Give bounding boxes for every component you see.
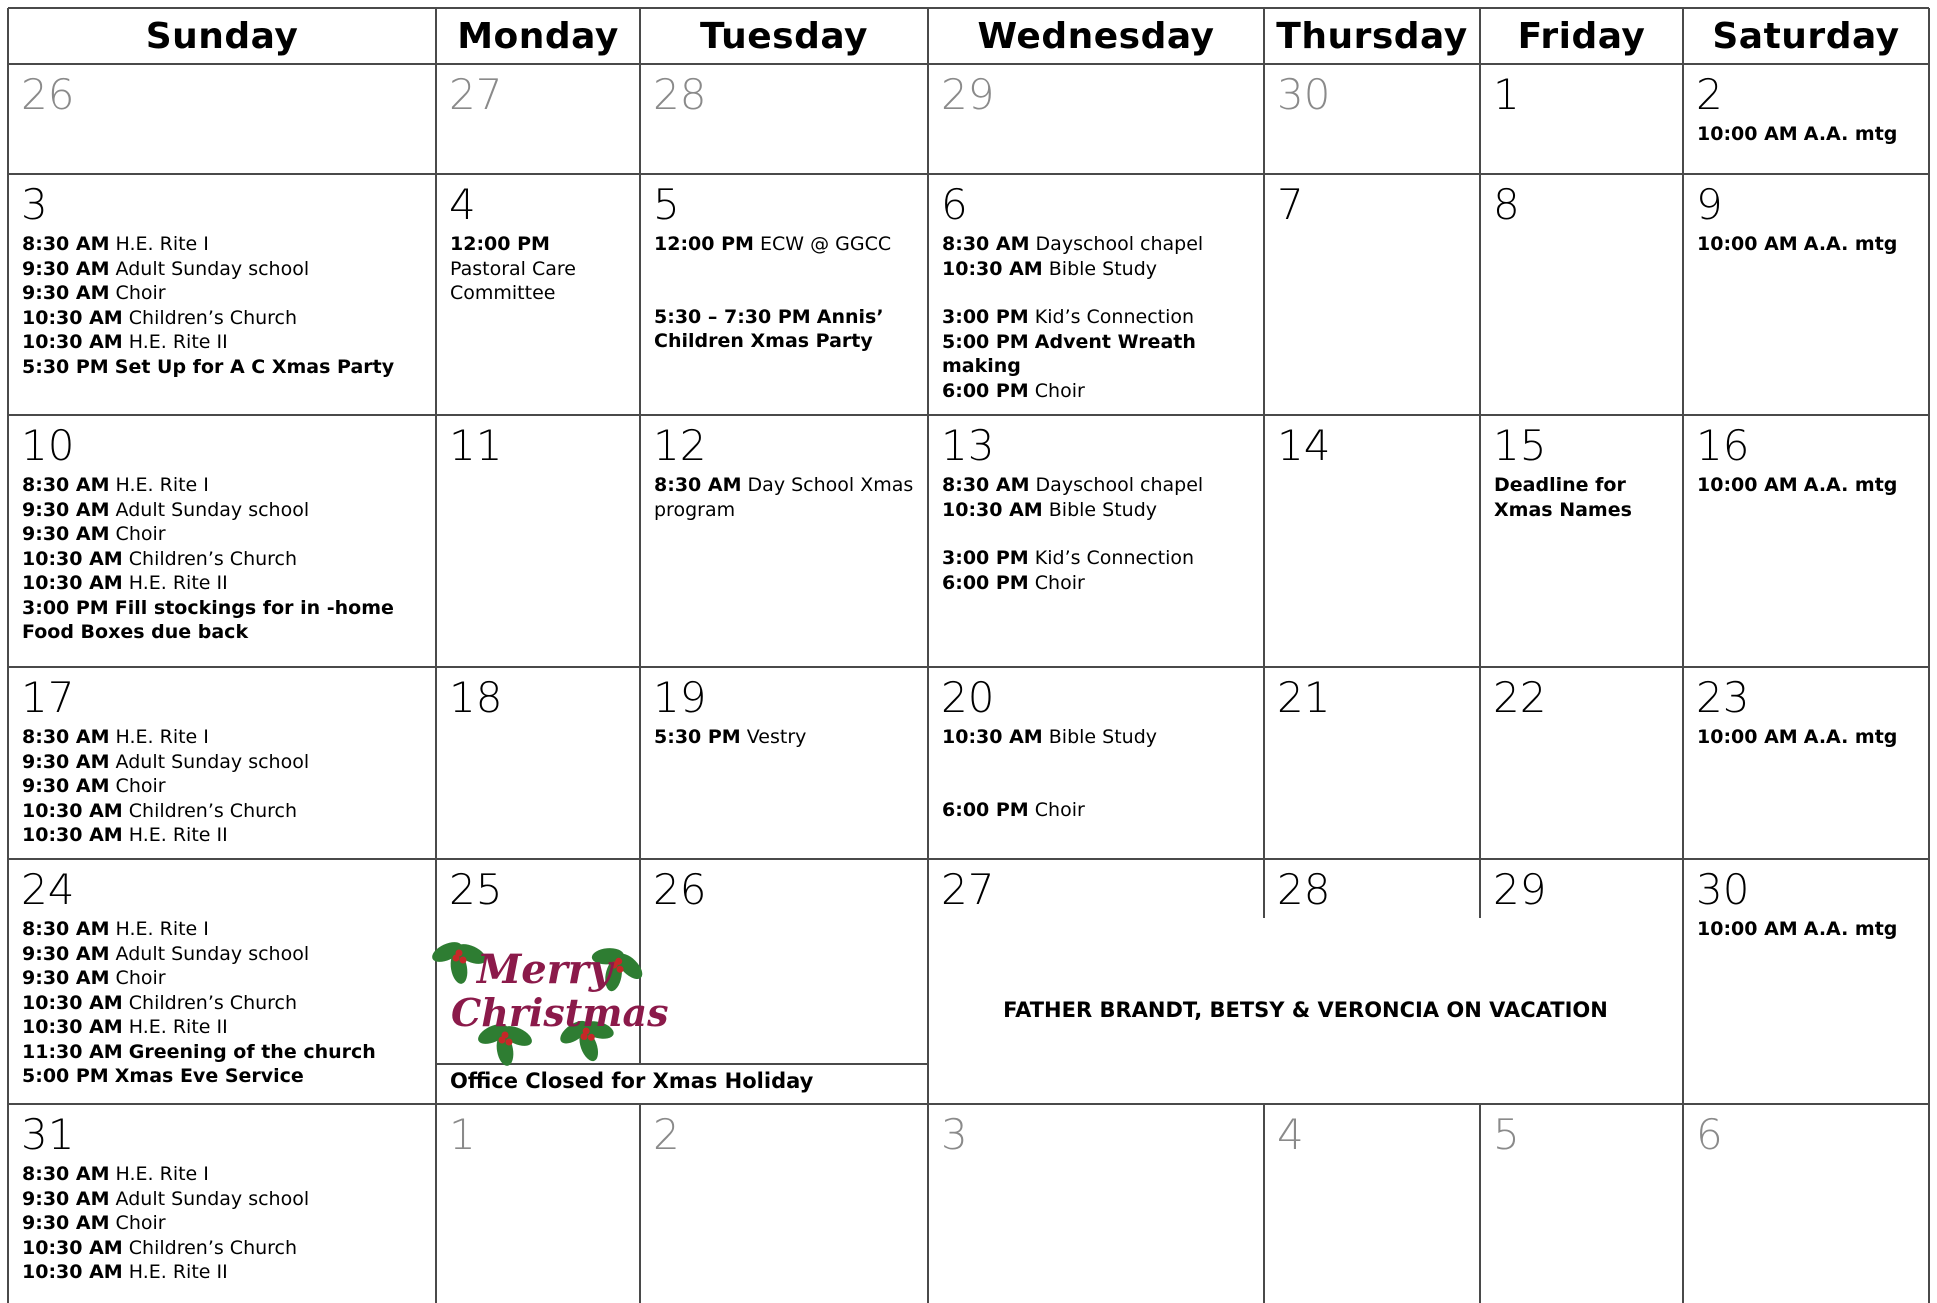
event-time: 9:30 AM xyxy=(22,282,110,304)
day-number: 17 xyxy=(21,673,75,722)
grid-line xyxy=(1479,1104,1481,1303)
event-text: H.E. Rite I xyxy=(115,1163,209,1185)
day-events xyxy=(942,725,1258,822)
day-events xyxy=(1697,917,1923,942)
event-time: 3:00 PM xyxy=(22,596,109,619)
day-number: 28 xyxy=(1277,865,1331,914)
event-text: Dayschool chapel xyxy=(1035,233,1204,255)
event-item xyxy=(22,1015,430,1040)
event-time: 9:30 AM xyxy=(22,967,110,989)
event-time: 10:30 AM xyxy=(22,1236,123,1259)
day-number: 25 xyxy=(449,865,503,914)
grid-line xyxy=(8,858,1929,860)
event-text: Bible Study xyxy=(1048,498,1158,521)
event-item xyxy=(942,330,1258,379)
event-time: 10:00 AM xyxy=(1697,918,1798,940)
event-time: 3:00 PM xyxy=(942,306,1029,328)
grid-line xyxy=(1479,8,1481,918)
event-item xyxy=(942,305,1258,330)
merry-text: Merry xyxy=(477,946,613,993)
day-events xyxy=(22,725,430,848)
event-item xyxy=(22,330,430,355)
event-text: Bible Study xyxy=(1048,726,1158,748)
day-number: 6 xyxy=(1696,1110,1723,1159)
event-time: 9:30 AM xyxy=(22,257,110,280)
event-item xyxy=(654,232,922,257)
event-text: H.E. Rite II xyxy=(128,331,228,353)
event-text: Day School Xmas program xyxy=(654,474,914,521)
event-spacer xyxy=(942,281,1258,305)
event-time: 5:30 PM xyxy=(654,726,741,748)
weekday-header-monday: Monday xyxy=(457,15,619,57)
event-text: Kid’s Connection xyxy=(1034,306,1195,328)
day-number: 18 xyxy=(449,673,503,722)
event-item xyxy=(942,546,1258,571)
event-text: Pastoral Care Committee xyxy=(450,257,576,304)
grid-line xyxy=(1263,1104,1265,1303)
day-number: 29 xyxy=(1493,865,1547,914)
event-text: Children’s Church xyxy=(128,547,298,570)
event-item xyxy=(1697,917,1923,942)
day-number: 13 xyxy=(941,421,995,470)
event-time: 8:30 AM xyxy=(22,1163,110,1185)
event-text: H.E. Rite II xyxy=(128,1261,228,1283)
grid-line xyxy=(927,8,929,1303)
day-number: 4 xyxy=(449,180,476,229)
event-text: Children’s Church xyxy=(128,306,298,329)
event-item xyxy=(22,774,430,799)
event-item xyxy=(22,571,430,596)
event-text: Choir xyxy=(115,1212,166,1234)
day-number: 1 xyxy=(449,1110,476,1159)
event-time: 8:30 AM xyxy=(22,918,110,940)
day-number: 30 xyxy=(1696,865,1750,914)
event-spacer xyxy=(942,750,1258,774)
event-time: 10:00 AM xyxy=(1697,233,1798,255)
day-number: 21 xyxy=(1277,673,1331,722)
event-item xyxy=(942,725,1258,750)
event-time: 9:30 AM xyxy=(22,523,110,545)
event-item xyxy=(22,1236,430,1261)
event-time: 9:30 AM xyxy=(22,1212,110,1234)
day-number: 27 xyxy=(449,70,503,119)
event-time: 10:00 AM xyxy=(1697,123,1798,145)
day-number: 19 xyxy=(653,673,707,722)
day-number: 5 xyxy=(653,180,680,229)
event-item xyxy=(1697,473,1923,498)
day-number: 10 xyxy=(21,421,75,470)
event-time: 10:30 AM xyxy=(22,1016,123,1038)
day-events xyxy=(942,232,1258,403)
event-item xyxy=(22,281,430,306)
event-text: Adult Sunday school xyxy=(115,498,310,521)
event-text: H.E. Rite I xyxy=(115,233,209,255)
day-events xyxy=(942,473,1258,595)
grid-line xyxy=(8,1103,1929,1105)
event-item xyxy=(22,1187,430,1212)
event-time: 12:00 PM xyxy=(450,233,550,255)
day-events xyxy=(22,917,430,1089)
event-time: 10:00 AM xyxy=(1697,726,1798,748)
day-number: 3 xyxy=(21,180,48,229)
day-events xyxy=(654,473,922,522)
event-text: Annis’ Children Xmas Party xyxy=(654,305,884,352)
day-number: 28 xyxy=(653,70,707,119)
grid-line xyxy=(8,666,1929,668)
event-item xyxy=(22,991,430,1016)
event-item xyxy=(22,823,430,848)
day-number: 12 xyxy=(653,421,707,470)
day-events xyxy=(1494,473,1677,522)
event-text: Children’s Church xyxy=(128,1236,298,1259)
grid-right-border xyxy=(1928,8,1930,1303)
event-item xyxy=(22,750,430,775)
event-text: Advent Wreath making xyxy=(942,330,1196,377)
event-item xyxy=(942,257,1258,282)
event-time: 3:00 PM xyxy=(942,547,1029,569)
event-item xyxy=(942,571,1258,596)
event-item xyxy=(22,596,430,645)
day-number: 9 xyxy=(1696,180,1723,229)
grid-left-border xyxy=(7,8,9,1303)
day-number: 22 xyxy=(1493,673,1547,722)
event-text: Children’s Church xyxy=(128,991,298,1014)
event-text: Kid’s Connection xyxy=(1034,547,1195,569)
event-text: Dayschool chapel xyxy=(1035,474,1204,496)
day-number: 8 xyxy=(1493,180,1520,229)
grid-line xyxy=(1263,8,1265,918)
event-item xyxy=(22,522,430,547)
event-time: 5:00 PM xyxy=(942,330,1029,353)
event-text: Adult Sunday school xyxy=(115,257,310,280)
event-item xyxy=(22,547,430,572)
event-time: 10:30 AM xyxy=(22,1261,123,1283)
day-number: 6 xyxy=(941,180,968,229)
day-number: 29 xyxy=(941,70,995,119)
event-text: A.A. mtg xyxy=(1803,918,1898,940)
event-time: 11:30 AM xyxy=(22,1040,123,1063)
event-time: 10:30 AM xyxy=(942,726,1043,748)
event-item xyxy=(654,473,922,522)
event-time: 5:30 PM xyxy=(22,355,109,378)
event-time: 6:00 PM xyxy=(942,798,1029,821)
day-number: 2 xyxy=(1696,70,1723,119)
grid-line xyxy=(435,8,437,1303)
event-item xyxy=(450,232,634,306)
grid-line xyxy=(639,8,641,1064)
event-text: Choir xyxy=(1034,571,1085,594)
event-item xyxy=(22,1040,430,1065)
event-spacer xyxy=(942,522,1258,546)
day-number: 3 xyxy=(941,1110,968,1159)
merry-christmas-image xyxy=(437,928,669,1056)
event-time: 5:00 PM xyxy=(22,1065,109,1087)
event-item xyxy=(1697,122,1923,147)
day-number: 26 xyxy=(21,70,75,119)
day-events xyxy=(1697,122,1923,147)
event-text: A.A. mtg xyxy=(1803,726,1898,748)
day-events xyxy=(22,473,430,645)
day-events xyxy=(1697,725,1923,750)
day-number: 2 xyxy=(653,1110,680,1159)
event-text: Fill stockings for in -home Food Boxes due back xyxy=(22,596,394,643)
event-item xyxy=(22,917,430,942)
event-item xyxy=(654,725,922,750)
event-item xyxy=(22,725,430,750)
event-text: H.E. Rite II xyxy=(128,824,228,846)
event-item xyxy=(654,305,922,354)
day-events xyxy=(22,1162,430,1285)
event-text: A.A. mtg xyxy=(1803,233,1898,255)
event-item xyxy=(22,1211,430,1236)
event-time: 10:30 AM xyxy=(22,331,123,353)
event-item xyxy=(942,498,1258,523)
weekday-header-saturday: Saturday xyxy=(1712,15,1900,57)
event-text: H.E. Rite I xyxy=(115,726,209,748)
event-text: A.A. mtg xyxy=(1803,123,1898,145)
day-events xyxy=(654,232,922,354)
event-item xyxy=(22,498,430,523)
day-number: 27 xyxy=(941,865,995,914)
day-number: 7 xyxy=(1277,180,1304,229)
day-number: 16 xyxy=(1696,421,1750,470)
weekday-header-tuesday: Tuesday xyxy=(700,15,868,57)
event-time: 8:30 AM xyxy=(22,474,110,496)
event-text: H.E. Rite I xyxy=(115,918,209,940)
event-text: Vestry xyxy=(746,726,807,748)
event-time: 10:30 AM xyxy=(942,257,1043,280)
event-time: 10:30 AM xyxy=(22,799,123,822)
event-time: 8:30 AM xyxy=(654,474,742,496)
event-time: 9:30 AM xyxy=(22,1187,110,1210)
event-item xyxy=(942,473,1258,498)
day-events xyxy=(1697,232,1923,257)
day-events xyxy=(450,232,634,306)
event-item xyxy=(22,355,430,380)
event-time: 10:30 AM xyxy=(942,498,1043,521)
event-time: 8:30 AM xyxy=(942,474,1030,496)
event-time: 8:30 AM xyxy=(942,233,1030,255)
event-time: 6:00 PM xyxy=(942,571,1029,594)
event-text: Choir xyxy=(115,282,166,304)
weekday-header-wednesday: Wednesday xyxy=(977,15,1215,57)
event-time: 8:30 AM xyxy=(22,233,110,255)
event-text: A.A. mtg xyxy=(1803,474,1898,496)
office-closed-note: Office Closed for Xmas Holiday xyxy=(450,1069,814,1093)
grid-line xyxy=(8,414,1929,416)
event-item xyxy=(1494,473,1677,522)
day-events xyxy=(654,725,922,750)
day-number: 11 xyxy=(449,421,503,470)
event-text: Bible Study xyxy=(1048,257,1158,280)
event-item xyxy=(22,1162,430,1187)
event-time: 8:30 AM xyxy=(22,726,110,748)
event-time: 9:30 AM xyxy=(22,498,110,521)
event-item xyxy=(22,306,430,331)
event-time: 10:30 AM xyxy=(22,547,123,570)
event-time: 9:30 AM xyxy=(22,750,110,773)
event-spacer xyxy=(942,774,1258,798)
event-time: 10:00 AM xyxy=(1697,474,1798,496)
event-item xyxy=(942,379,1258,404)
grid-line xyxy=(8,173,1929,175)
event-text: Choir xyxy=(115,775,166,797)
event-item xyxy=(22,1260,430,1285)
event-item xyxy=(22,1064,430,1089)
day-number: 20 xyxy=(941,673,995,722)
event-text: Children’s Church xyxy=(128,799,298,822)
day-number: 23 xyxy=(1696,673,1750,722)
event-item xyxy=(942,798,1258,823)
day-events xyxy=(22,232,430,379)
event-time: 5:30 – 7:30 PM xyxy=(654,305,811,328)
day-number: 26 xyxy=(653,865,707,914)
event-text: H.E. Rite II xyxy=(128,572,228,594)
event-text: Set Up for A C Xmas Party xyxy=(114,355,395,378)
event-text: ECW @ GGCC xyxy=(759,233,892,255)
day-number: 31 xyxy=(21,1110,75,1159)
weekday-header-friday: Friday xyxy=(1517,15,1646,57)
event-time: 10:30 AM xyxy=(22,991,123,1014)
event-text: Adult Sunday school xyxy=(115,750,310,773)
event-time: 6:00 PM xyxy=(942,379,1029,402)
day-events xyxy=(1697,473,1923,498)
event-item xyxy=(22,942,430,967)
event-text: H.E. Rite II xyxy=(128,1016,228,1038)
day-number: 5 xyxy=(1493,1110,1520,1159)
event-spacer xyxy=(654,257,922,281)
event-text: Choir xyxy=(115,523,166,545)
event-time: 10:30 AM xyxy=(22,572,123,594)
event-text: Deadline for Xmas Names xyxy=(1494,474,1632,521)
christmas-text: Christmas xyxy=(451,990,669,1035)
vacation-banner: FATHER BRANDT, BETSY & VERONCIA ON VACATION xyxy=(1003,998,1608,1022)
event-item xyxy=(1697,725,1923,750)
event-text: Adult Sunday school xyxy=(115,1187,310,1210)
event-text: Choir xyxy=(1034,798,1085,821)
event-item xyxy=(22,473,430,498)
event-time: 9:30 AM xyxy=(22,942,110,965)
event-time: 10:30 AM xyxy=(22,824,123,846)
day-number: 24 xyxy=(21,865,75,914)
day-number: 15 xyxy=(1493,421,1547,470)
event-item xyxy=(22,799,430,824)
event-item xyxy=(22,966,430,991)
event-text: Greening of the church xyxy=(128,1040,376,1063)
day-number: 4 xyxy=(1277,1110,1304,1159)
event-item xyxy=(22,232,430,257)
event-time: 9:30 AM xyxy=(22,775,110,797)
grid-line xyxy=(639,1104,641,1303)
merry-christmas-graphic xyxy=(437,928,669,1052)
event-text: Adult Sunday school xyxy=(115,942,310,965)
event-item xyxy=(1697,232,1923,257)
weekday-header-thursday: Thursday xyxy=(1276,15,1468,57)
event-time: 12:00 PM xyxy=(654,233,754,255)
event-item xyxy=(942,232,1258,257)
event-text: Choir xyxy=(1034,379,1085,402)
day-number: 14 xyxy=(1277,421,1331,470)
event-spacer xyxy=(654,281,922,305)
day-number: 30 xyxy=(1277,70,1331,119)
weekday-header-sunday: Sunday xyxy=(145,15,299,57)
event-text: H.E. Rite I xyxy=(115,474,209,496)
event-text: Choir xyxy=(115,967,166,989)
event-text: Xmas Eve Service xyxy=(114,1065,304,1087)
event-time: 10:30 AM xyxy=(22,306,123,329)
grid-line xyxy=(1682,8,1684,1303)
day-number: 1 xyxy=(1493,70,1520,119)
event-item xyxy=(22,257,430,282)
